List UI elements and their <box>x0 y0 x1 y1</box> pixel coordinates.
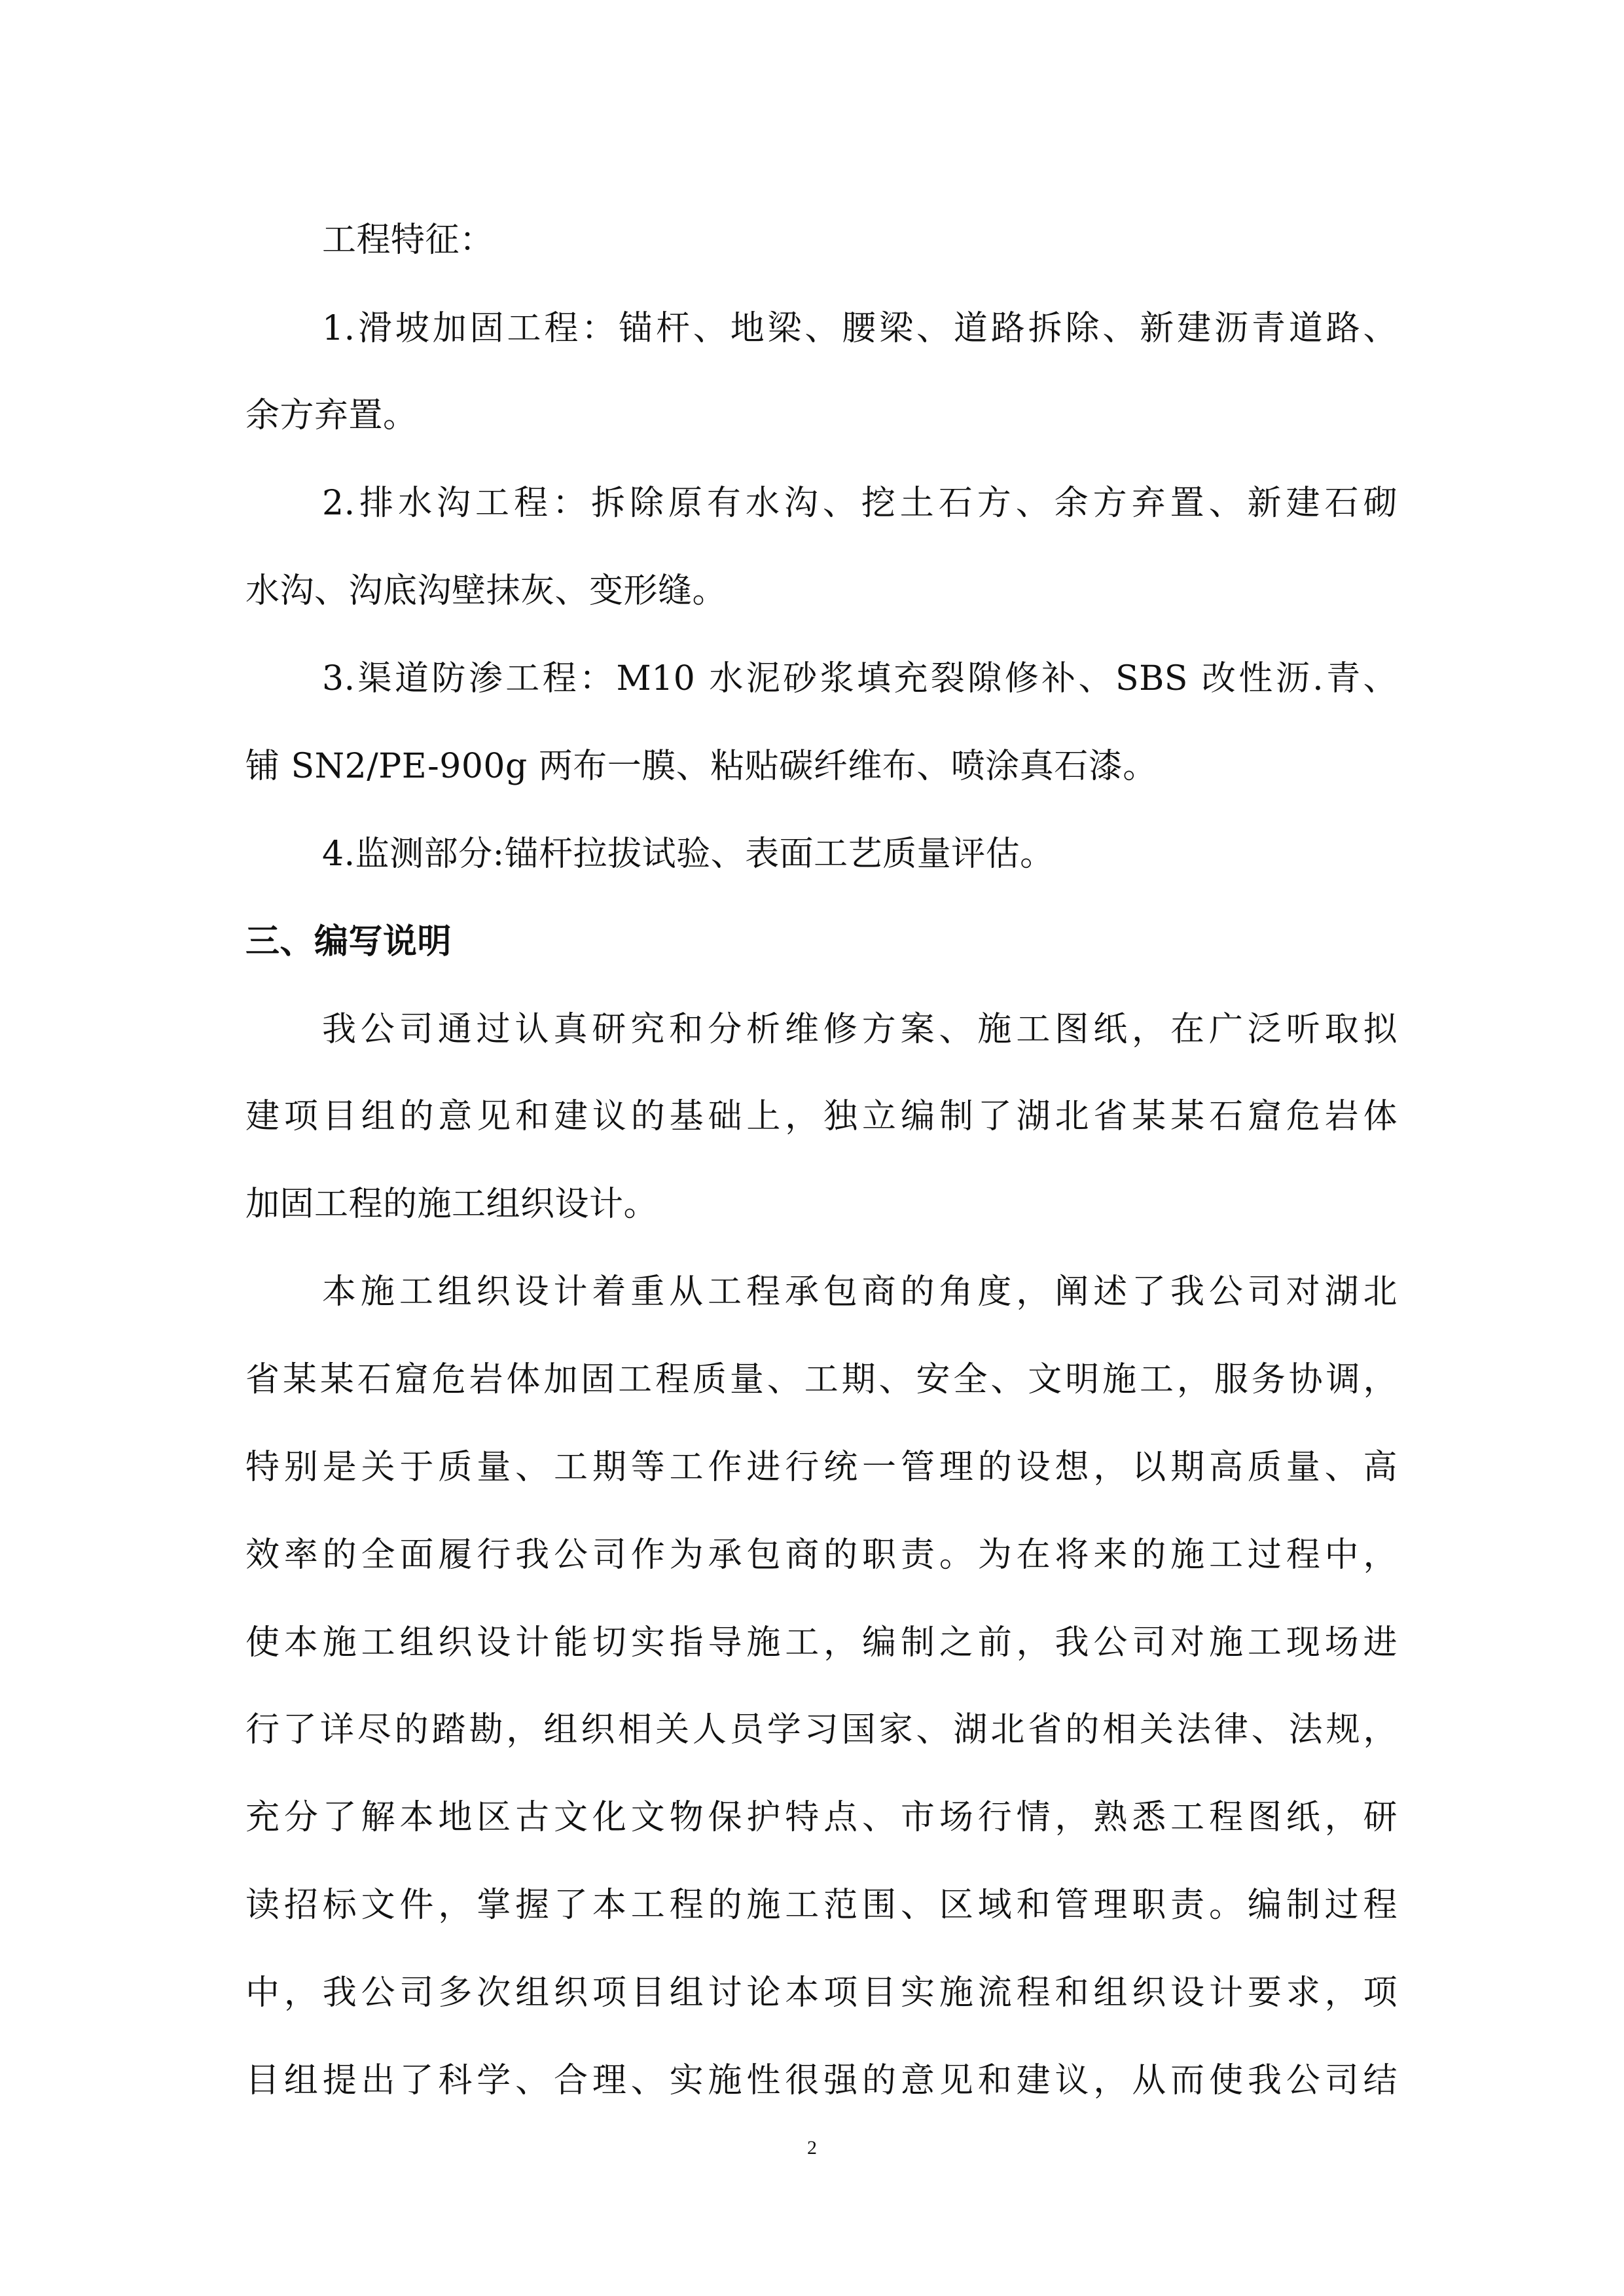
paragraph-line: 水沟、沟底沟壁抹灰、变形缝。 <box>245 571 727 611</box>
paragraph-line: 加固工程的施工组织设计。 <box>245 1185 659 1224</box>
paragraph-line: 使本施工组织设计能切实指导施工，编制之前，我公司对施工现场进 <box>245 1623 1398 1662</box>
paragraph-line: 充分了解本地区古文化文物保护特点、市场行情，熟悉工程图纸，研 <box>245 1798 1398 1837</box>
section-label-engineering-features: 工程特征： <box>322 221 494 260</box>
paragraph-line: 效率的全面履行我公司作为承包商的职责。为在将来的施工过程中， <box>245 1535 1398 1575</box>
page-number: 2 <box>807 2137 817 2159</box>
section-heading: 三、编写说明 <box>245 922 452 961</box>
paragraph-line: 余方弃置。 <box>245 396 418 435</box>
paragraph-line: 读招标文件，掌握了本工程的施工范围、区域和管理职责。编制过程 <box>245 1886 1398 1925</box>
paragraph-line: 中，我公司多次组织项目组讨论本项目实施流程和组织设计要求，项 <box>245 1973 1398 2013</box>
paragraph-line: 1.滑坡加固工程：锚杆、地梁、腰梁、道路拆除、新建沥青道路、 <box>322 309 1398 348</box>
paragraph-line: 铺 SN2/PE-900g 两布一膜、粘贴碳纤维布、喷涂真石漆。 <box>245 747 1157 786</box>
paragraph-line: 我公司通过认真研究和分析维修方案、施工图纸，在广泛听取拟 <box>322 1010 1398 1049</box>
paragraph-line: 本施工组织设计着重从工程承包商的角度，阐述了我公司对湖北 <box>322 1272 1398 1312</box>
paragraph-line: 2.排水沟工程：拆除原有水沟、挖土石方、余方弃置、新建石砌 <box>322 484 1398 523</box>
paragraph-line: 建项目组的意见和建议的基础上，独立编制了湖北省某某石窟危岩体 <box>245 1097 1398 1136</box>
paragraph-line: 3.渠道防渗工程：M10 水泥砂浆填充裂隙修补、SBS 改性沥.青、 <box>322 659 1398 698</box>
paragraph-line: 特别是关于质量、工期等工作进行统一管理的设想，以期高质量、高 <box>245 1448 1398 1487</box>
paragraph-line: 省某某石窟危岩体加固工程质量、工期、安全、文明施工，服务协调， <box>245 1360 1398 1399</box>
paragraph-line: 4.监测部分:锚杆拉拔试验、表面工艺质量评估。 <box>322 834 1055 874</box>
paragraph-line: 目组提出了科学、合理、实施性很强的意见和建议，从而使我公司结 <box>245 2061 1398 2100</box>
paragraph-line: 行了详尽的踏勘，组织相关人员学习国家、湖北省的相关法律、法规， <box>245 1710 1398 1749</box>
